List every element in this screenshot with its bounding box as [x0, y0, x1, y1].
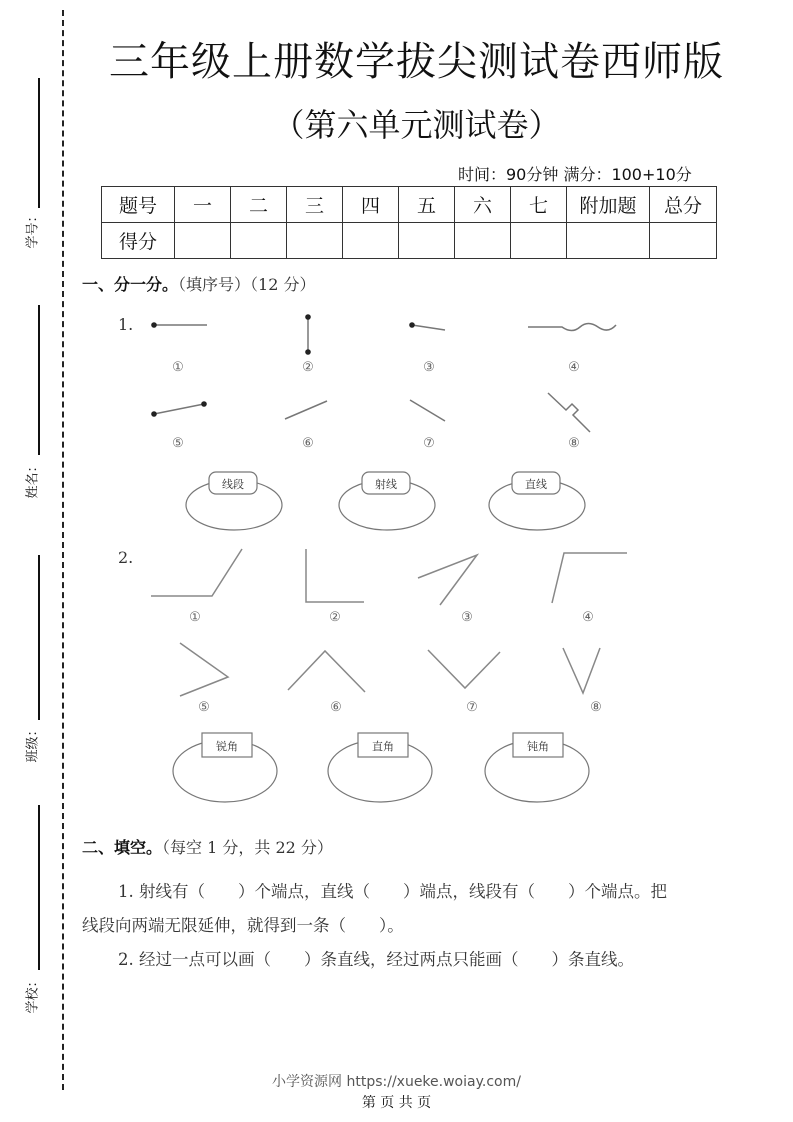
angle-figure-3 — [418, 555, 477, 605]
section2-heading — [82, 835, 333, 858]
figure-mark-6: ⑥ — [302, 436, 314, 451]
fill-question-2: 2. 经过一点可以画（ ）条直线，经过两点只能画（ ）条直线。 — [118, 950, 634, 969]
angle-mark-7: ⑦ — [466, 700, 478, 715]
fill-question-1-line2: 线段向两端无限延伸，就得到一条（ ）。 — [82, 916, 404, 935]
angle-figure-5 — [180, 643, 228, 696]
angle-mark-4: ④ — [582, 610, 594, 625]
category-label-right: 直角 — [372, 740, 394, 753]
angle-mark-6: ⑥ — [330, 700, 342, 715]
cell: 得分 — [102, 223, 175, 259]
angle-mark-5: ⑤ — [198, 700, 210, 715]
figure-segment-5 — [154, 404, 204, 414]
exam-meta: 时间：90分钟 满分：100+10分 — [458, 165, 692, 184]
category-label-segment: 线段 — [222, 478, 244, 491]
figure-mark-2: ② — [302, 360, 314, 375]
category-label-ray: 射线 — [375, 478, 397, 491]
cell: 四 — [343, 187, 399, 223]
figure-line-4 — [528, 324, 616, 331]
cell: 二 — [231, 187, 287, 223]
figure-mark-3: ③ — [423, 360, 435, 375]
cell: 附加题 — [567, 187, 650, 223]
angle-figure-1 — [151, 549, 242, 596]
page-title: 三年级上册数学拔尖测试卷西师版 — [109, 39, 724, 85]
page-subtitle: （第六单元测试卷） — [272, 106, 561, 144]
q1-number: 1. — [118, 315, 134, 334]
figure-mark-8: ⑧ — [568, 436, 580, 451]
angle-mark-1: ① — [189, 610, 201, 625]
q2-number: 2. — [118, 548, 134, 567]
footer-source: 小学资源网 https://xueke.woiay.com/ — [272, 1074, 521, 1090]
angle-figure-6 — [288, 651, 365, 692]
category-label-obtuse: 钝角 — [527, 740, 549, 753]
figure-line-7 — [410, 400, 445, 421]
angle-figure-7 — [428, 650, 500, 688]
angle-mark-3: ③ — [461, 610, 473, 625]
fill-question-1-line1: 1. 射线有（ ）个端点，直线（ ）端点，线段有（ ）个端点。把 — [118, 882, 667, 901]
category-label-line: 直线 — [525, 478, 547, 491]
student-id-label: 学号： — [25, 209, 41, 249]
angle-mark-2: ② — [329, 610, 341, 625]
angle-figure-2 — [306, 549, 364, 602]
section2-note: （每空 1 分，共 22 分） — [162, 838, 333, 857]
cell: 六 — [455, 187, 511, 223]
figure-line-6 — [285, 401, 327, 419]
section1-title: 一、分一分。 — [82, 275, 179, 294]
figure-ray-3 — [412, 325, 445, 330]
footer-page-number: 第 页 共 页 — [361, 1095, 432, 1111]
cell: 五 — [399, 187, 455, 223]
angle-figure-4 — [552, 553, 627, 603]
figure-mark-7: ⑦ — [423, 436, 435, 451]
section2-title: 二、填空。 — [82, 838, 163, 857]
name-label: 姓名： — [25, 459, 41, 499]
figure-mark-5: ⑤ — [172, 436, 184, 451]
section1-note: （填序号）（12 分） — [178, 275, 316, 294]
cell: 三 — [287, 187, 343, 223]
category-label-acute: 锐角 — [216, 740, 238, 753]
cell: 七 — [511, 187, 567, 223]
cell: 一 — [175, 187, 231, 223]
angle-figure-8 — [563, 648, 600, 693]
figure-line-8 — [548, 393, 590, 432]
school-label: 学校： — [25, 974, 41, 1014]
figure-mark-4: ④ — [568, 360, 580, 375]
cell: 题号 — [102, 187, 175, 223]
cell: 总分 — [650, 187, 717, 223]
class-label: 班级： — [25, 723, 41, 763]
angle-mark-8: ⑧ — [590, 700, 602, 715]
figure-mark-1: ① — [172, 360, 184, 375]
